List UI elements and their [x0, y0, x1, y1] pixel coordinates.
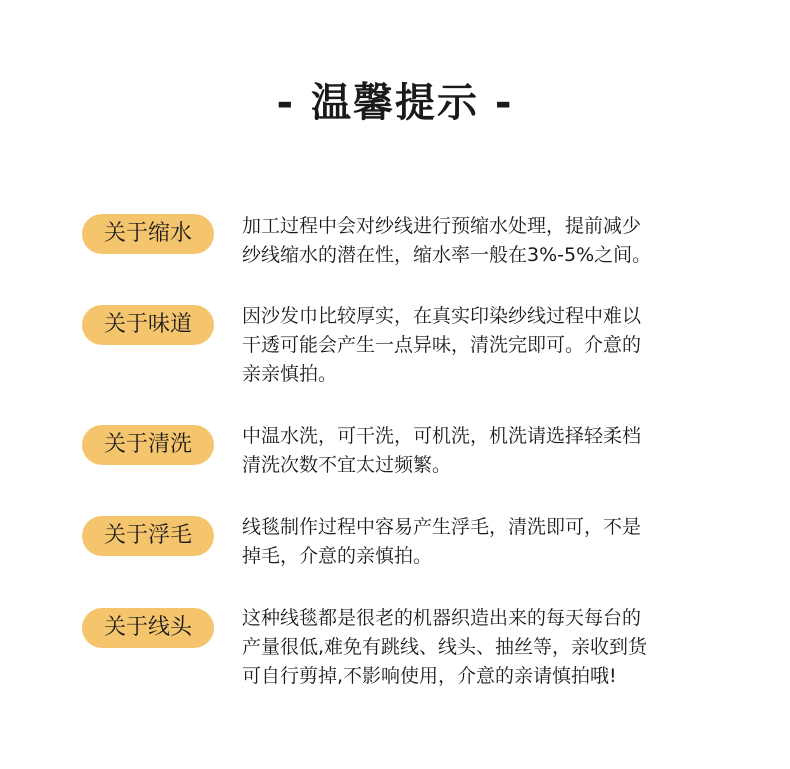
tip-text-lint	[242, 513, 712, 571]
tip-text-shrinkage	[242, 212, 712, 270]
tip-badge-washing: 关于清洗	[82, 425, 214, 465]
tip-text-line: 清洗次数不宜太过频繁。	[242, 454, 452, 476]
tip-text-line: 纱线缩水的潜在性，缩水率一般在3%-5%之间。	[242, 244, 652, 266]
tip-text-line: 中温水洗，可干洗，可机洗，机洗请选择轻柔档	[242, 425, 642, 447]
tip-text-line: 产量很低,难免有跳线、线头、抽丝等，亲收到货	[242, 636, 648, 658]
tip-badge-loose-threads: 关于线头	[82, 608, 214, 648]
tip-text-line: 干透可能会产生一点异味，清洗完即可。介意的	[242, 334, 642, 356]
tip-text-line: 因沙发巾比较厚实，在真实印染纱线过程中难以	[242, 305, 642, 327]
tip-text-line: 掉毛，介意的亲慎拍。	[242, 545, 433, 567]
tip-text-washing	[242, 422, 712, 480]
tip-badge-odor: 关于味道	[82, 305, 214, 345]
tip-text-line: 亲亲慎拍。	[242, 363, 338, 385]
tip-text-loose-threads	[242, 604, 712, 691]
tip-badge-shrinkage: 关于缩水	[82, 214, 214, 254]
tip-badge-lint: 关于浮毛	[82, 516, 214, 556]
tip-text-odor	[242, 302, 712, 389]
tip-text-line: 这种线毯都是很老的机器织造出来的每天每台的	[242, 607, 642, 629]
tip-text-line: 线毯制作过程中容易产生浮毛，清洗即可，不是	[242, 516, 642, 538]
tip-text-line: 加工过程中会对纱线进行预缩水处理，提前减少	[242, 215, 642, 237]
page-title: - 温馨提示 -	[276, 80, 514, 126]
tip-text-line: 可自行剪掉,不影响使用，介意的亲请慎拍哦!	[242, 665, 617, 687]
